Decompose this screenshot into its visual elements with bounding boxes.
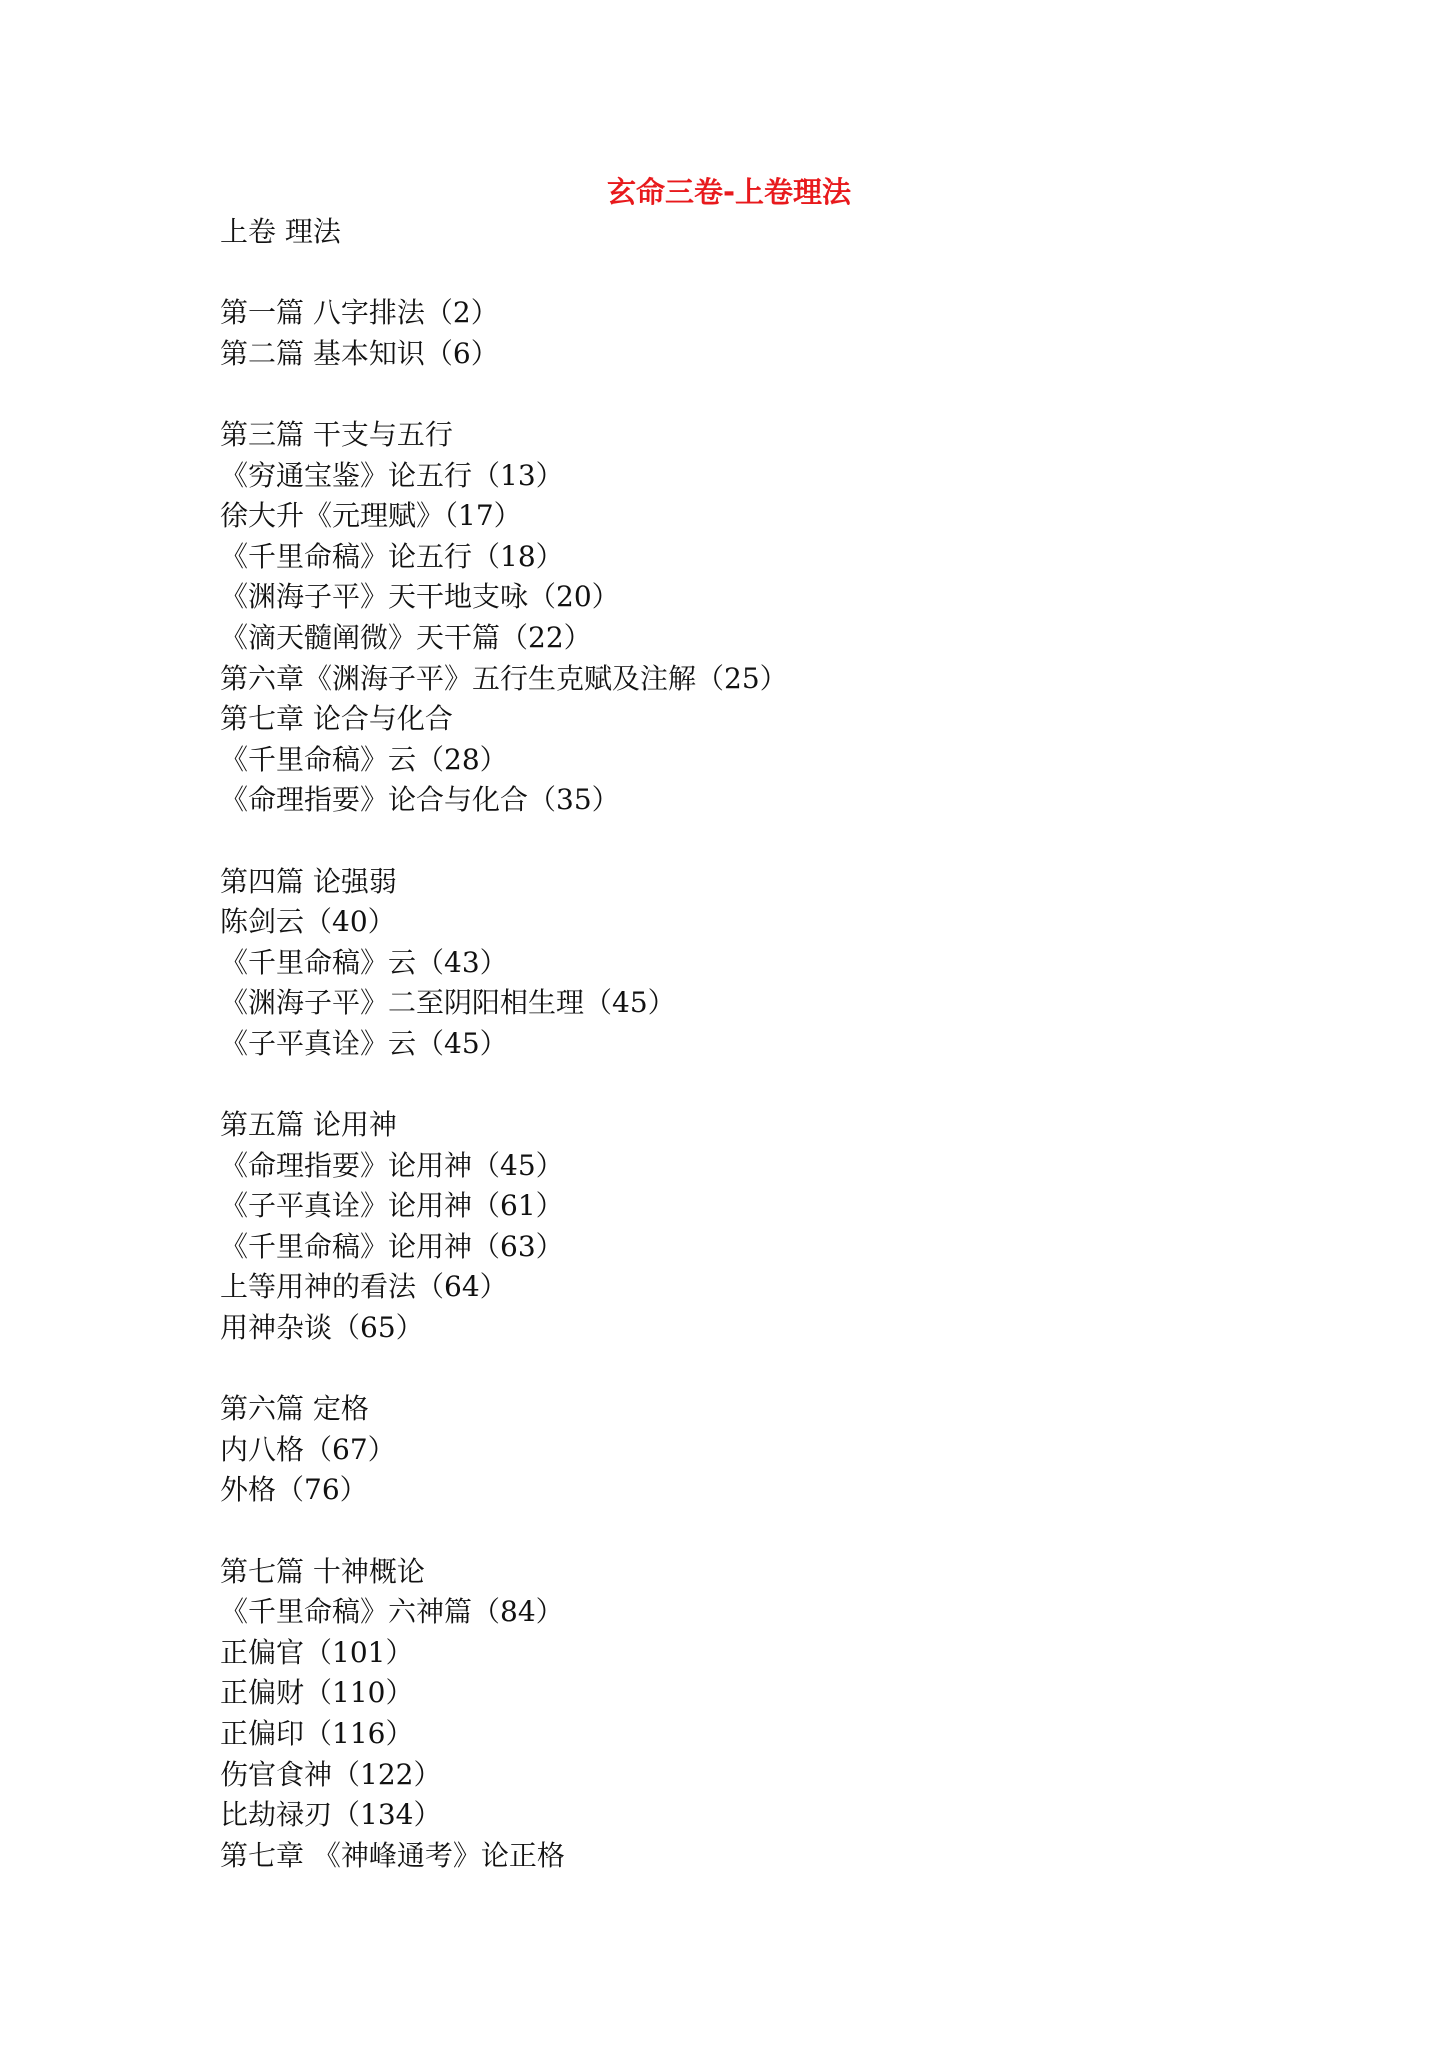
toc-entry: 第四篇 论强弱 <box>220 864 397 898</box>
toc-entry: 第七篇 十神概论 <box>220 1554 425 1588</box>
toc-entry: 第七章 《神峰通考》论正格 <box>220 1838 565 1872</box>
toc-entry: 《命理指要》论合与化合（35） <box>220 783 620 817</box>
blank-line <box>220 1511 1320 1552</box>
toc-entry: 《命理指要》论用神（45） <box>220 1148 564 1182</box>
blank-line <box>220 253 1320 294</box>
toc-entry: 正偏印（116） <box>220 1716 414 1750</box>
toc-entry: 徐大升《元理赋》（17） <box>220 499 522 533</box>
toc-entry: 《千里命稿》六神篇（84） <box>220 1595 564 1629</box>
toc-entry: 比劫禄刃（134） <box>220 1798 442 1832</box>
toc-entry: 《子平真诠》云（45） <box>220 1026 508 1060</box>
toc-entry: 《子平真诠》论用神（61） <box>220 1189 564 1223</box>
toc-entry: 上等用神的看法（64） <box>220 1270 508 1304</box>
blank-line <box>220 374 1320 415</box>
toc-entry: 正偏财（110） <box>220 1676 414 1710</box>
toc-entry: 第三篇 干支与五行 <box>220 417 453 451</box>
toc-entry: 第六章《渊海子平》五行生克赋及注解（25） <box>220 661 788 695</box>
toc-entry: 《滴天髓阐微》天干篇（22） <box>220 620 592 654</box>
toc-entry: 第六篇 定格 <box>220 1392 369 1426</box>
toc-entry: 用神杂谈（65） <box>220 1311 424 1345</box>
table-of-contents <box>220 212 1320 1876</box>
toc-entry: 第七章 论合与化合 <box>220 702 453 736</box>
blank-line <box>220 1064 1320 1105</box>
blank-line <box>220 821 1320 862</box>
toc-entry: 第一篇 八字排法（2） <box>220 296 499 330</box>
toc-entry: 伤官食神（122） <box>220 1757 442 1791</box>
toc-entry: 正偏官（101） <box>220 1635 414 1669</box>
toc-entry: 第五篇 论用神 <box>220 1108 397 1142</box>
toc-entry: 《穷通宝鉴》论五行（13） <box>220 458 564 492</box>
toc-entry: 上卷 理法 <box>220 215 341 248</box>
toc-entry: 外格（76） <box>220 1473 368 1507</box>
toc-entry: 《千里命稿》论用神（63） <box>220 1229 564 1263</box>
toc-entry: 《渊海子平》天干地支咏（20） <box>220 580 620 614</box>
toc-entry: 内八格（67） <box>220 1432 396 1466</box>
toc-entry: 《渊海子平》二至阴阳相生理（45） <box>220 986 676 1020</box>
toc-entry: 《千里命稿》论五行（18） <box>220 539 564 573</box>
toc-entry: 《千里命稿》云（43） <box>220 945 508 979</box>
document-title: 玄命三卷-上卷理法 <box>606 175 852 209</box>
toc-entry: 第二篇 基本知识（6） <box>220 336 499 370</box>
toc-entry: 陈剑云（40） <box>220 905 396 939</box>
blank-line <box>220 1349 1320 1390</box>
toc-entry: 《千里命稿》云（28） <box>220 742 508 776</box>
